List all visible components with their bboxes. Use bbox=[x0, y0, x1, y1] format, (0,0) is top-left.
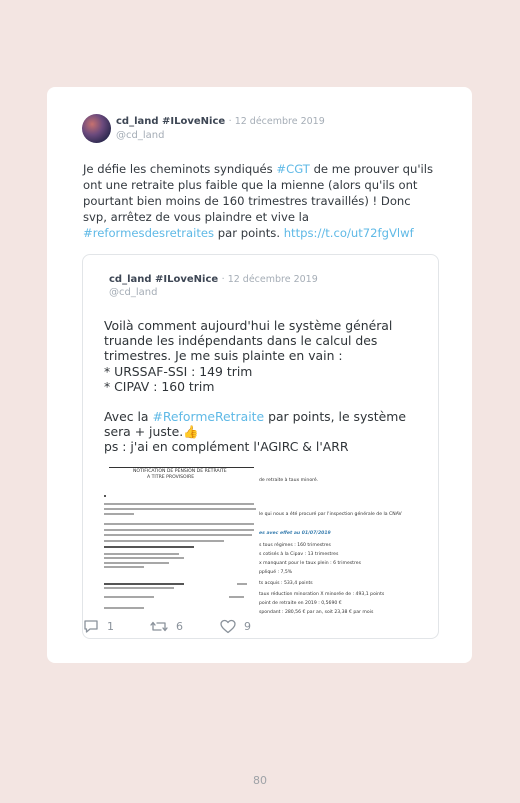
author-name[interactable] bbox=[116, 116, 325, 127]
like-button[interactable] bbox=[220, 619, 251, 634]
doc-row-1: le qui nous a été procuré par l'inspection générale de la CNAV bbox=[259, 512, 402, 517]
retweet-button[interactable] bbox=[150, 619, 183, 634]
heart-icon bbox=[220, 619, 236, 634]
tweet-text-part3: par points. bbox=[214, 226, 284, 240]
doc-row-7: taux réduction minoration X minorée de : 493,1 points bbox=[259, 592, 385, 597]
quoted-display-name[interactable]: cd_land #ILoveNice bbox=[109, 274, 219, 285]
tweet-url-link[interactable]: https://t.co/ut72fgVlwf bbox=[283, 226, 414, 240]
tweet-text bbox=[83, 161, 438, 241]
quoted-handle[interactable]: @cd_land bbox=[109, 287, 158, 298]
quoted-tweet[interactable] bbox=[82, 254, 439, 639]
tweet-date[interactable]: · 12 décembre 2019 bbox=[228, 116, 325, 127]
doc-row-8: point de retraite en 2019 : 0,5690 € bbox=[259, 601, 342, 606]
reply-button[interactable] bbox=[83, 619, 114, 634]
doc-header-right: de retraite à taux minoré. bbox=[259, 478, 319, 483]
tweet-text-part2: de me prouver qu'ils ont une retraite plus faible que la mienne (alors qu'ils ont pourtant bien moins de 160 trimestres travaillés) ! Donc svp, arrêtez de vous plaindre et vive la bbox=[83, 162, 434, 224]
quoted-line-5: ps : j'ai en complément l'AGIRC & l'ARR bbox=[104, 439, 349, 455]
doc-row-5: ppliqué : 7,5% bbox=[259, 570, 293, 575]
doc-header-left-2: A TITRE PROVISOIRE bbox=[147, 475, 195, 480]
quoted-text bbox=[104, 318, 414, 455]
quoted-author-name[interactable] bbox=[109, 274, 318, 285]
doc-row-2: s tous régimes : 160 trimestres bbox=[259, 543, 331, 548]
quoted-line-2: * URSSAF-SSI : 149 trim bbox=[104, 363, 253, 379]
reply-icon bbox=[83, 619, 99, 634]
tweet-actions bbox=[83, 619, 303, 639]
thumbs-up-emoji: 👍 bbox=[183, 424, 199, 440]
quoted-line-4 bbox=[104, 409, 414, 439]
author-display-name[interactable]: cd_land #ILoveNice bbox=[116, 116, 226, 127]
author-handle[interactable]: @cd_land bbox=[116, 130, 165, 141]
attached-document-image[interactable] bbox=[99, 465, 425, 633]
quoted-date[interactable]: · 12 décembre 2019 bbox=[221, 274, 318, 285]
tweet-card bbox=[47, 87, 472, 663]
quoted-line-1: Voilà comment aujourd'hui le système général truande les indépendants dans le calcul des trimestres. Je me suis plainte en vain : bbox=[104, 318, 393, 364]
reply-count: 1 bbox=[107, 620, 114, 633]
like-count: 9 bbox=[244, 620, 251, 633]
doc-header-left-1: NOTIFICATION DE PENSION DE RETRAITE bbox=[133, 469, 227, 474]
quoted-line-4a: Avec la bbox=[104, 409, 153, 425]
tweet-text-part1: Je défie les cheminots syndiqués bbox=[83, 162, 277, 176]
hashtag-reformeretraite-link[interactable]: #ReformeRetraite bbox=[152, 409, 265, 425]
doc-row-3: s cotisés à la Cipav : 13 trimestres bbox=[259, 552, 339, 557]
doc-row-6: ts acquis : 533,4 points bbox=[259, 581, 313, 586]
retweet-icon bbox=[150, 619, 168, 634]
hashtag-cgt-link[interactable]: #CGT bbox=[276, 162, 310, 176]
hashtag-reformes-link[interactable]: #reformesdesretraites bbox=[83, 226, 215, 240]
doc-blue-title: es avec effet au 01/07/2019 bbox=[259, 531, 331, 536]
avatar[interactable] bbox=[82, 114, 111, 143]
retweet-count: 6 bbox=[176, 620, 183, 633]
doc-row-9: spondant : 280,56 € par an, soit 23,38 € par mois bbox=[259, 610, 374, 615]
quoted-line-4b: par points, le système sera + juste. bbox=[104, 409, 406, 440]
quoted-line-3: * CIPAV : 160 trim bbox=[104, 378, 215, 394]
page-number: 80 bbox=[253, 774, 267, 787]
doc-row-4: x manquant pour le taux plein : 6 trimestres bbox=[259, 561, 361, 566]
